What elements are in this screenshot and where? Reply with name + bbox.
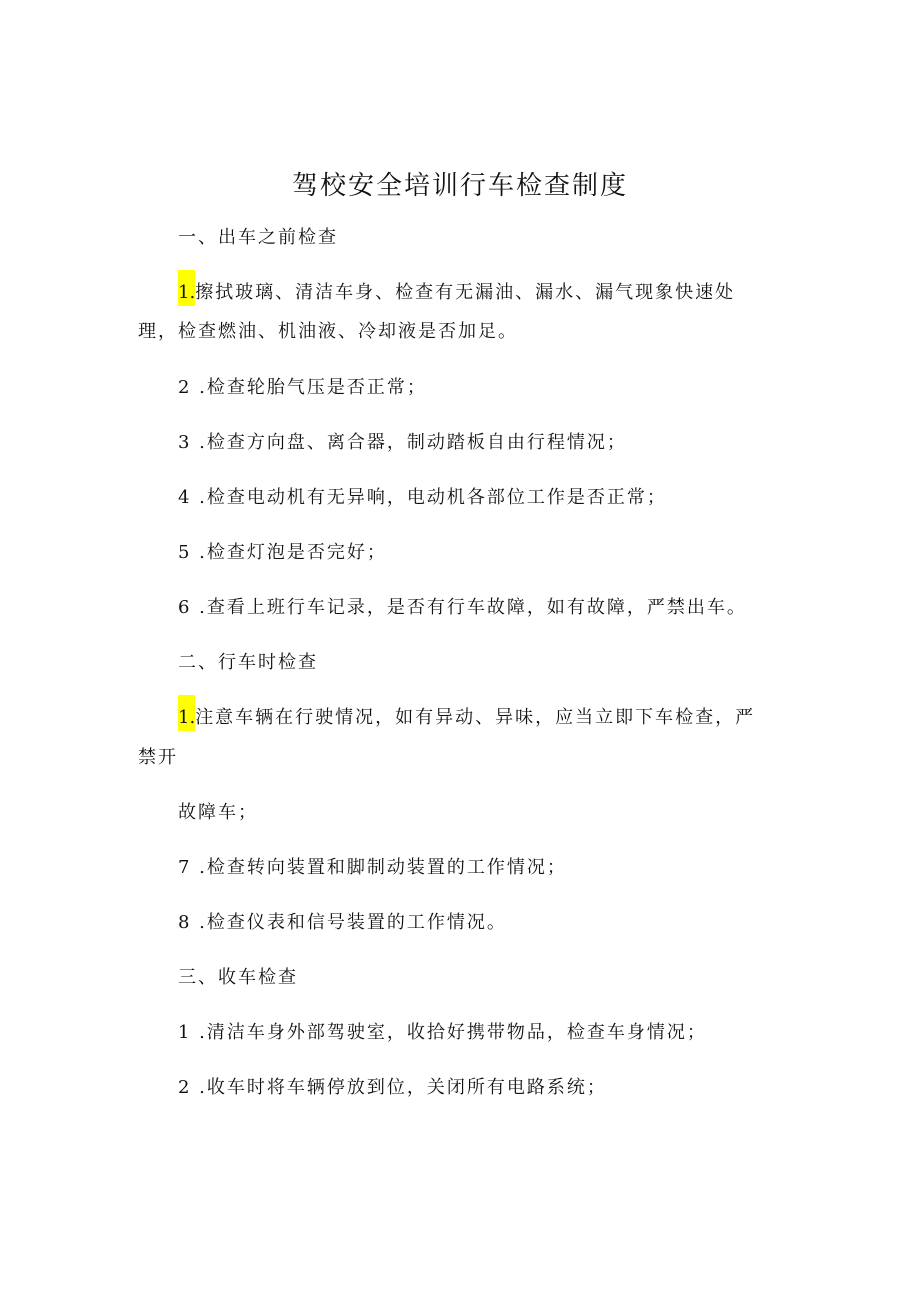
- list-item: 4 .检查电动机有无异响，电动机各部位工作是否正常；: [178, 487, 667, 508]
- section-heading-while-driving: 二、行车时检查: [178, 652, 318, 673]
- list-item: 5 .检查灯泡是否完好；: [178, 542, 387, 563]
- list-item: 6 .查看上班行车记录，是否有行车故障，如有故障，严禁出车。: [178, 597, 747, 618]
- list-item-text: 擦拭玻璃、清洁车身、检查有无漏油、漏水、漏气现象快速处: [195, 282, 736, 303]
- list-item: 2 .检查轮胎气压是否正常；: [178, 377, 427, 398]
- list-item: [178, 705, 755, 731]
- list-item: [178, 280, 735, 306]
- highlighted-number: 1.: [178, 695, 195, 731]
- list-item: 1 .清洁车身外部驾驶室，收拾好携带物品，检查车身情况；: [178, 1022, 707, 1043]
- list-item-continuation: 故障车；: [178, 802, 258, 823]
- list-item: 7 .检查转向装置和脚制动装置的工作情况；: [178, 857, 567, 878]
- document-title: 驾校安全培训行车检查制度: [291, 171, 628, 201]
- list-item: 8 .检查仪表和信号装置的工作情况。: [178, 912, 507, 933]
- list-item: 3 .检查方向盘、离合器，制动踏板自由行程情况；: [178, 432, 627, 453]
- section-heading-after-return: 三、收车检查: [178, 967, 298, 988]
- highlighted-number: 1.: [178, 270, 195, 306]
- list-item-continuation: 理，检查燃油、机油液、冷却液是否加足。: [138, 321, 518, 342]
- list-item-text: 注意车辆在行驶情况，如有异动、异味，应当立即下车检查，严: [195, 707, 756, 728]
- list-item-continuation: 禁开: [138, 747, 178, 768]
- section-heading-before-departure: 一、出车之前检查: [178, 227, 338, 248]
- list-item: 2 .收车时将车辆停放到位，关闭所有电路系统；: [178, 1077, 607, 1098]
